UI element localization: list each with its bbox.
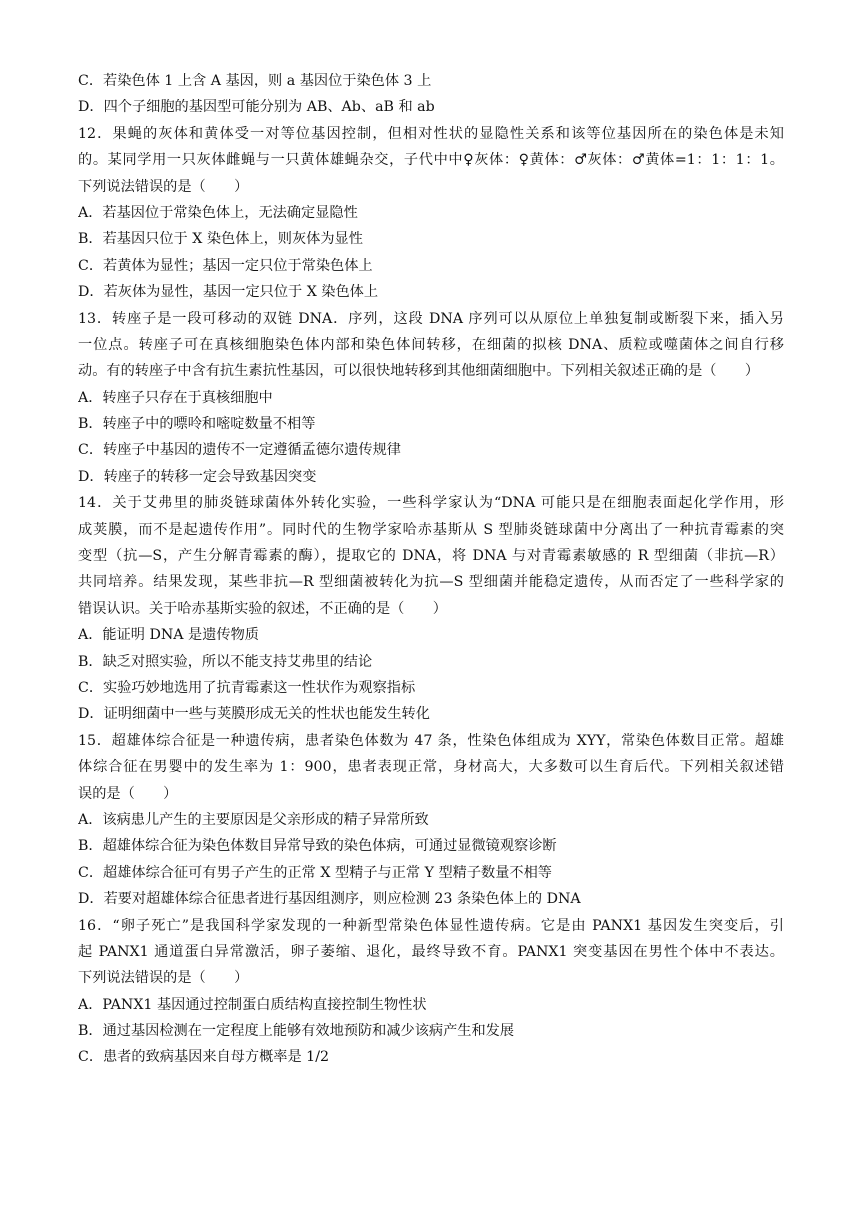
q13-stem-line-3: 动。有的转座子中含有抗生素抗性基因，可以很快地转移到其他细菌细胞中。下列相关叙述正确的是（ ） xyxy=(78,363,760,380)
q14-option-a: A．能证明 DNA 是遗传物质 xyxy=(78,627,259,644)
q13-stem-line-1: 13．转座子是一段可移动的双链 DNA．序列，这段 DNA 序列可以从原位上单独复制或断裂下来，插入另 xyxy=(78,310,784,327)
q12-stem-line-1: 12．果蝇的灰体和黄体受一对等位基因控制，但相对性状的显隐性关系和该等位基因所在的染色体是未知 xyxy=(78,125,784,142)
q14-stem-line-2: 成荚膜，而不是起遗传作用”。同时代的生物学家哈赤基斯从 S 型肺炎链球菌中分离出了一种抗青霉素的突 xyxy=(78,521,784,538)
q16-stem-line-1: 16．“卵子死亡”是我国科学家发现的一种新型常染色体显性遗传病。它是由 PANX1 基因发生突变后，引 xyxy=(78,917,784,934)
q14-stem-line-3: 变型（抗—S，产生分解青霉素的酶），提取它的 DNA，将 DNA 与对青霉素敏感的 R 型细菌（非抗—R） xyxy=(78,548,784,565)
q16-option-a: A．PANX1 基因通过控制蛋白质结构直接控制生物性状 xyxy=(78,996,427,1013)
q15-stem-line-2: 体综合征在男婴中的发生率为 1：900，患者表现正常，身材高大，大多数可以生育后代。下列相关叙述错 xyxy=(78,759,784,776)
q13-option-a: A．转座子只存在于真核细胞中 xyxy=(78,389,273,406)
q13-option-b: B．转座子中的嘌呤和嘧啶数量不相等 xyxy=(78,416,316,433)
q16-stem-line-3: 下列说法错误的是（ ） xyxy=(78,970,249,987)
q11-option-c: C．若染色体 1 上含 A 基因，则 a 基因位于染色体 3 上 xyxy=(78,73,432,89)
q14-stem-line-4: 共同培养。结果发现，某些非抗—R 型细菌被转化为抗—S 型细菌并能稳定遗传，从而否定了一些科学家的 xyxy=(78,574,784,591)
q12-stem-line-2: 的。某同学用一只灰体雌蝇与一只黄体雄蝇杂交，子代中中♀灰体：♀黄体：♂灰体：♂黄体=1：1：1：1。 xyxy=(78,152,784,169)
q16-option-c: C．患者的致病基因来自母方概率是 1/2 xyxy=(78,1049,330,1066)
q15-stem-line-1: 15．超雄体综合征是一种遗传病，患者染色体数为 47 条，性染色体组成为 XYY，常染色体数目正常。超雄 xyxy=(78,732,784,749)
q15-option-c: C．超雄体综合征可有男子产生的正常 X 型精子与正常 Y 型精子数量不相等 xyxy=(78,864,552,881)
q15-option-a: A．该病患儿产生的主要原因是父亲形成的精子异常所致 xyxy=(78,811,429,828)
q16-stem-line-2: 起 PANX1 通道蛋白异常激活，卵子萎缩、退化，最终导致不育。PANX1 突变基因在男性个体中不表达。 xyxy=(78,943,784,960)
q12-option-a: A．若基因位于常染色体上，无法确定显隐性 xyxy=(78,204,358,221)
q15-option-b: B．超雄体综合征为染色体数目异常导致的染色体病，可通过显微镜观察诊断 xyxy=(78,838,557,855)
q12-option-d: D．若灰体为显性，基因一定只位于 X 染色体上 xyxy=(78,284,379,301)
q12-option-b: B．若基因只位于 X 染色体上，则灰体为显性 xyxy=(78,231,363,248)
q16-option-b: B．通过基因检测在一定程度上能够有效地预防和减少该病产生和发展 xyxy=(78,1023,515,1040)
q14-option-c: C．实验巧妙地选用了抗青霉素这一性状作为观察指标 xyxy=(78,679,416,696)
q13-stem-line-2: 一位点。转座子可在真核细胞染色体内部和染色体间转移，在细菌的拟核 DNA、质粒或噬菌体之间自行移 xyxy=(78,336,784,353)
q15-stem-line-3: 误的是（ ） xyxy=(78,785,178,802)
q14-option-b: B．缺乏对照实验，所以不能支持艾弗里的结论 xyxy=(78,653,373,670)
q14-stem-line-5: 错误认识。关于哈赤基斯实验的叙述，不正确的是（ ） xyxy=(78,600,447,617)
q13-option-c: C．转座子中基因的遗传不一定遵循孟德尔遗传规律 xyxy=(78,442,401,459)
q11-option-d: D．四个子细胞的基因型可能分别为 AB、Ab、aB 和 ab xyxy=(78,99,435,116)
q12-option-c: C．若黄体为显性；基因一定只位于常染色体上 xyxy=(78,257,373,274)
q12-stem-line-3: 下列说法错误的是（ ） xyxy=(78,178,249,195)
q14-stem-line-1: 14．关于艾弗里的肺炎链球菌体外转化实验，一些科学家认为“DNA 可能只是在细胞表面起化学作用，形 xyxy=(78,495,784,512)
q15-option-d: D．若要对超雄体综合征患者进行基因组测序，则应检测 23 条染色体上的 DNA xyxy=(78,891,581,908)
q14-option-d: D．证明细菌中一些与荚膜形成无关的性状也能发生转化 xyxy=(78,706,430,723)
q13-option-d: D．转座子的转移一定会导致基因突变 xyxy=(78,468,317,485)
